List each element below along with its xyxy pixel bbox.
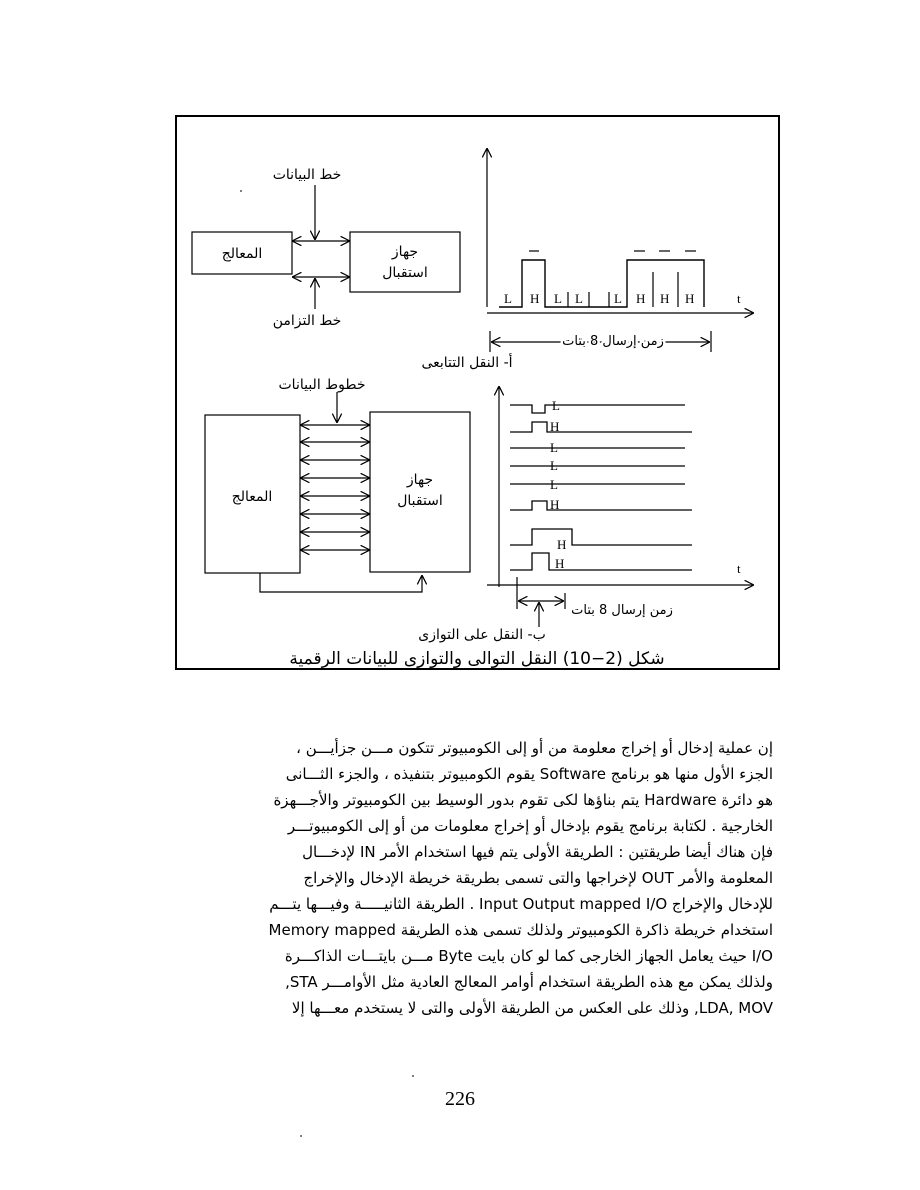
serial-bit-3: L — [575, 291, 583, 306]
parallel-waveforms — [510, 405, 692, 570]
serial-processor-label: المعالج — [221, 246, 263, 262]
parallel-bit-4: L — [550, 477, 558, 492]
body-text — [158, 735, 773, 1021]
serial-time-symbol: t — [737, 291, 741, 306]
scan-speck — [240, 190, 242, 192]
body-line: الجزء الأول منها هو برنامج Software يقوم الكومبيوتر بتنفيذه ، والجزء الثـــانى — [285, 765, 773, 783]
serial-labels — [222, 167, 741, 371]
parallel-transfer-diagram — [205, 387, 753, 627]
scan-speck — [300, 1135, 302, 1137]
serial-bit-0: L — [504, 291, 512, 306]
parallel-receiver-label-2: استقبال — [397, 493, 443, 509]
page-number: 226 — [445, 1088, 475, 1110]
parallel-receiver-box — [370, 412, 470, 572]
body-line: للإدخال والإخراج Input Output mapped I/O . الطريقة الثانيـــــة وفيـــها يتـــم — [269, 895, 773, 913]
scan-speck — [412, 1075, 414, 1077]
body-line: المعلومة والأمر OUT لإخراجها والتى تسمى بطريقة خريطة الإدخال والإخراج — [303, 869, 773, 887]
serial-receiver-label-1: جهاز — [391, 244, 419, 260]
parallel-labels — [232, 377, 741, 668]
serial-bit-6: H — [660, 291, 670, 306]
body-line: هو دائرة Hardware يتم بناؤها لكى تقوم بدور الوسيط بين الكومبيوتر والأجـــهزة — [273, 791, 773, 809]
parallel-bit-6: H — [557, 537, 567, 552]
figure-diagram — [177, 117, 778, 668]
serial-bit-5: H — [636, 291, 646, 306]
parallel-bit-7: H — [555, 556, 565, 571]
serial-receiver-box — [350, 232, 460, 292]
figure-frame — [175, 115, 780, 670]
parallel-bit-1: H — [550, 419, 560, 434]
body-line: استخدام خريطة ذاكرة الكومبيوتر ولذلك تسمى هذه الطريقة Memory mapped — [268, 921, 773, 939]
parallel-bit-2: L — [550, 440, 558, 455]
parallel-bit-0: L — [552, 398, 560, 413]
parallel-processor-label: المعالج — [231, 489, 273, 505]
serial-receiver-label-2: استقبال — [382, 265, 428, 281]
serial-bit-1: H — [530, 291, 540, 306]
serial-data-line-label: خط البيانات — [272, 167, 342, 183]
parallel-time-symbol: t — [737, 561, 741, 576]
serial-duration-label: زمن إرسال 8 بتات — [562, 334, 664, 349]
parallel-caption: ب- النقل على التوازى — [418, 627, 546, 643]
serial-clock-line-label: خط التزامن — [272, 313, 342, 329]
parallel-bit-5: H — [550, 497, 560, 512]
body-line: ولذلك يمكن مع هذه الطريقة استخدام أوامر المعالج العادية مثل الأوامـــر STA, — [285, 973, 773, 991]
serial-bit-7: H — [685, 291, 695, 306]
serial-bit-2: L — [554, 291, 562, 306]
parallel-receiver-label-1: جهاز — [406, 472, 434, 488]
body-line: I/O حيث يعامل الجهاز الخارجى كما لو كان بايت Byte مـــن بايتـــات الذاكـــرة — [284, 947, 773, 965]
body-line: إن عملية إدخال أو إخراج معلومة من أو إلى الكومبيوتر تتكون مـــن جزأيـــن ، — [296, 739, 773, 757]
parallel-duration-label: زمن إرسال 8 بتات — [571, 603, 673, 618]
parallel-bit-3: L — [550, 458, 558, 473]
figure-caption: شكل (2−10) النقل التوالى والتوازى للبيانات الرقمية — [289, 649, 665, 668]
body-line: الخارجية . لكتابة برنامج يقوم بإدخال أو إخراج معلومات من أو إلى الكومبيوتـــر — [287, 817, 773, 835]
parallel-data-lines-label: خطوط البيانات — [278, 377, 366, 393]
serial-bit-4: L — [614, 291, 622, 306]
serial-caption: أ- النقل التتابعى — [421, 355, 513, 371]
body-line: فإن هناك أيضا طريقتين : الطريقة الأولى يتم فيها استخدام الأمر IN لإدخـــال — [302, 843, 773, 861]
body-line: LDA, MOV, وذلك على العكس من الطريقة الأولى والتى لا يستخدم معـــها إلا — [291, 999, 773, 1017]
